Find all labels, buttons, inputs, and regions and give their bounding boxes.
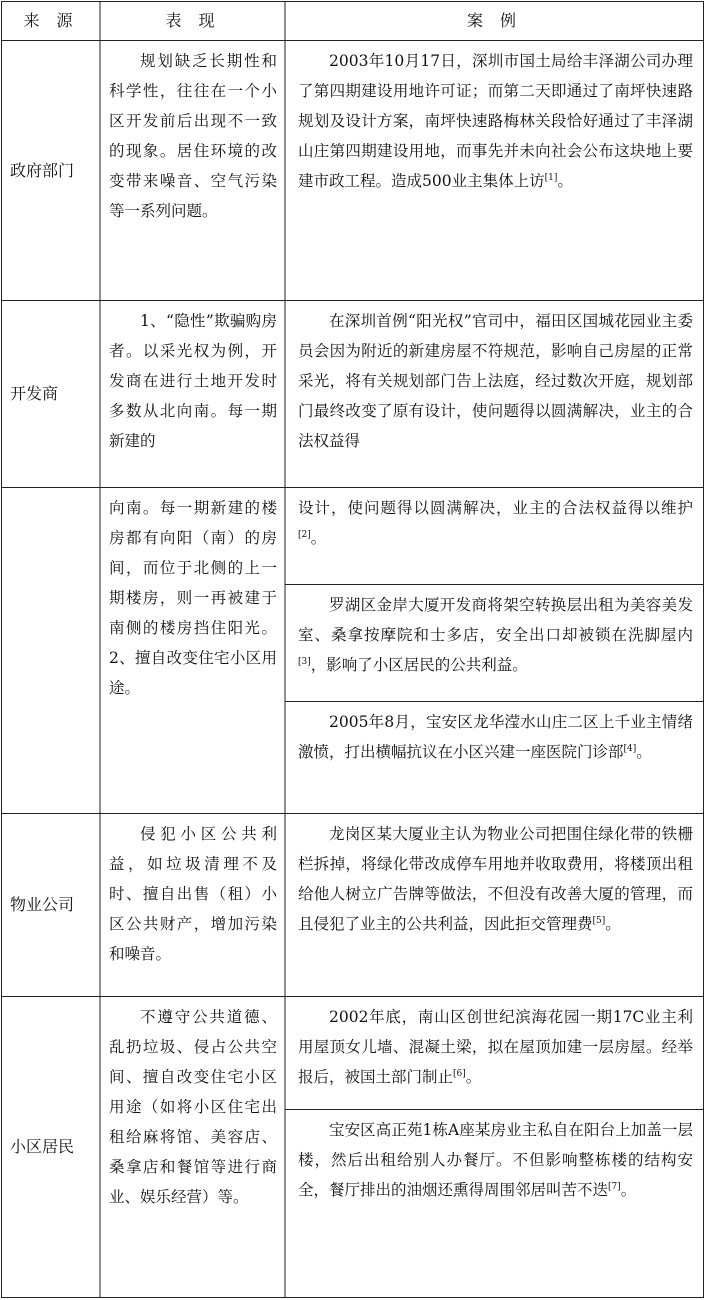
case-text-4 [286,702,703,813]
citation-4: [4] [623,743,637,754]
row-source-residents: 小区居民 [10,1137,75,1156]
case-text-1 [286,41,703,300]
case-text-2-cont [286,488,703,584]
case-3-tail: ，影响了小区居民的公共利益。 [310,656,528,674]
case-7-tail: 。 [620,1181,637,1199]
row-source-government: 政府部门 [10,160,75,180]
case-6-tail: 。 [465,1068,482,1086]
citation-6: [6] [453,1068,466,1079]
citation-7: [7] [608,1181,621,1192]
header-case: 案 例 [466,11,523,30]
row-source-empty [2,488,100,813]
case-1-tail: 。 [557,172,573,190]
case-text-2: 在深圳首例“阳光权”官司中，福田区国城花园业主委员会因为附近的新建房屋不符规范，影响自己房屋的正常采光，将有关规划部门告上法庭，经过数次开庭，规划部门最终改变了原有设计，使问题得以圆满解决，业主的合法权益得 [298,312,693,450]
case-3-body: 罗湖区金岸大厦开发商将架空转换层出租为美容美发室、桑拿按摩院和士多店，安全出口却被锁在洗脚屋内 [298,596,693,644]
case-1-body: 2003年10月17日，深圳市国土局给丰泽湖公司办理了第四期建设用地许可证；而第二天即通过了南坪快速路规划及设计方案，南坪快速路梅林关段恰好通过了丰泽湖山庄第四期建设用地，而事先并未向社会公布这块地上要建市政工程。造成500业主集体上访 [298,52,693,190]
case-2-tail: 。 [310,529,327,547]
row-expression-government: 规划缺乏长期性和科学性，往往在一个小区开发前后出现不一致的现象。居住环境的改变带来噪音、空气污染等一系列问题。 [109,52,277,220]
row-source-developer: 开发商 [10,384,59,403]
header-expression: 表 现 [165,11,221,30]
case-text-7 [286,1110,703,1297]
row-expression-developer: 1、“隐性”欺骗购房者。以采光权为例，开发商在进行土地开发时多数从北向南。每一期新建的 [109,312,277,450]
case-5-tail: 。 [605,915,621,933]
case-6-body: 2002年底，南山区创世纪滨海花园一期17C业主利用屋顶女儿墙、混凝土梁，拟在屋顶加建一层房屋。经举报后，被国土部门制止 [298,1008,693,1086]
row-source-property: 物业公司 [10,895,75,914]
row-expression-residents: 不遵守公共道德、乱扔垃圾、侵占公共空间、擅自改变住宅小区用途（如将小区住宅出租给麻将馆、美容店、桑拿店和餐馆等进行商业、娱乐经营）等。 [109,1008,277,1206]
row-expression-property: 侵犯小区公共利益，如垃圾清理不及时、擅自出售（租）小区公共财产，增加污染和噪音。 [109,825,277,963]
case-text-3 [286,585,703,701]
citation-5: [5] [592,915,606,926]
case-text-5 [286,814,703,996]
case-4-body: 2005年8月，宝安区龙华滢水山庄二区上千业主情绪激愤，打出横幅抗议在小区兴建一座医院门诊部 [298,713,693,761]
case-5-body: 龙岗区某大厦业主认为物业公司把围住绿化带的铁栅栏拆掉，将绿化带改成停车用地并收取费用，将楼顶出租给他人树立广告牌等做法，不但没有改善大厦的管理，而且侵犯了业主的公共利益，因此拒交管理费 [298,825,693,933]
header-source: 来 源 [23,11,79,30]
citation-1: [1] [544,172,558,183]
case-text-6 [286,997,703,1109]
case-7-body: 宝安区高正苑1栋A座某房业主私自在阳台上加盖一层楼，然后出租给别人办餐厅。不但影响整栋楼的结构安全，餐厅排出的油烟还熏得周围邻居叫苦不迭 [298,1121,693,1199]
row-expression-developer-cont: 向南。每一期新建的楼房都有向阳（南）的房间，而位于北侧的上一期楼房，则一再被建于南侧的楼房挡住阳光。2、擅自改变住宅小区用途。 [109,499,277,697]
citation-2: [2] [298,529,311,540]
citation-3: [3] [298,656,311,667]
case-2-body: 设计，使问题得以圆满解决，业主的合法权益得以维护 [298,499,693,517]
case-4-tail: 。 [636,743,652,761]
